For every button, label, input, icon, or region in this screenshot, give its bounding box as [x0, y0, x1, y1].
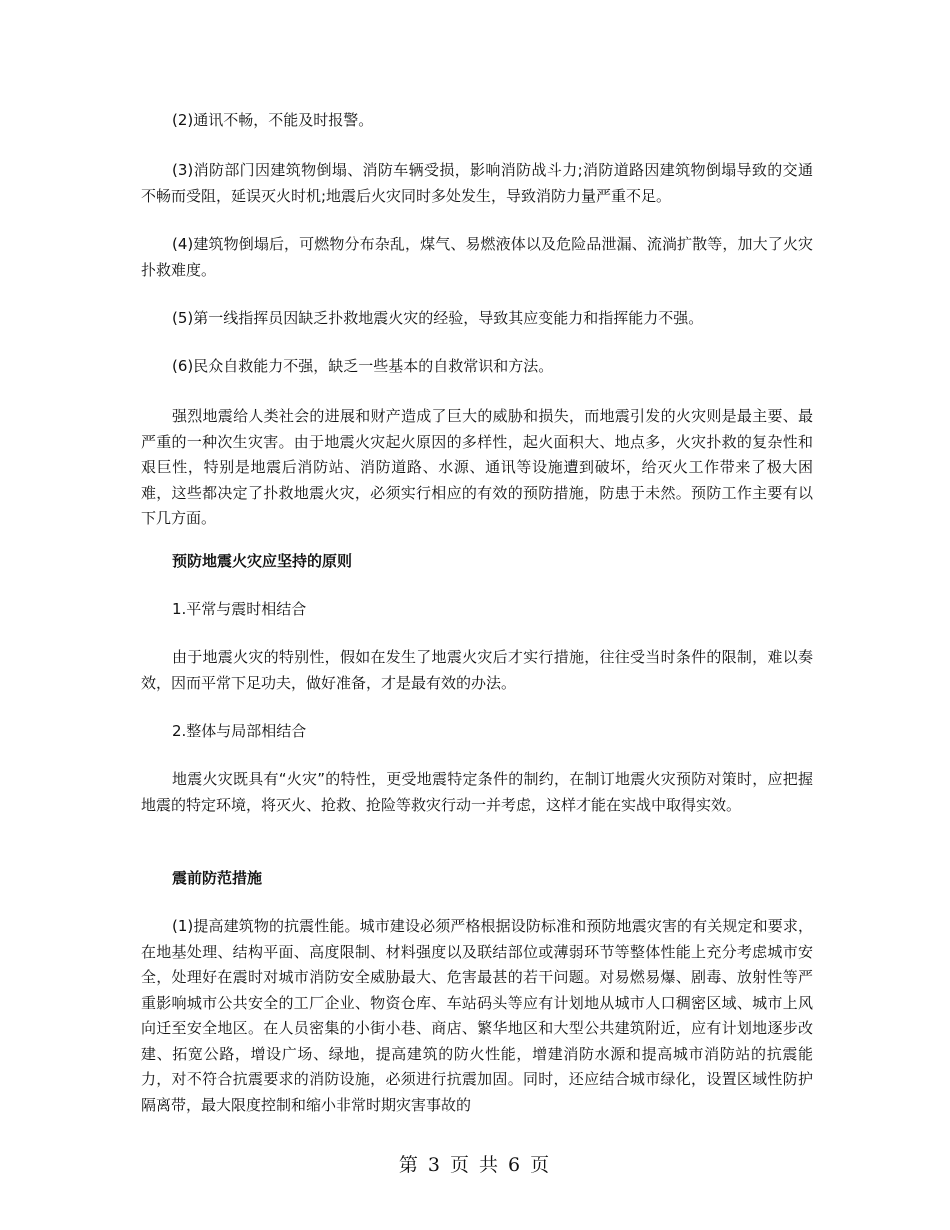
heading-principles: 预防地震火灾应坚持的原则 — [172, 552, 353, 570]
paragraph-commander: (5)第一线指挥员因缺乏扑救地震火灾的经验，导致其应变能力和指挥能力不强。 — [172, 309, 704, 327]
paragraph-fire-department: (3)消防部门因建筑物倒塌、消防车辆受损，影响消防战斗力;消防道路因建筑物倒塌导致的交通不畅而受阻，延误灭火时机;地震后火灾同时多处发生，导致消防力量严重不足。 — [141, 161, 813, 205]
subheading-principle-2: 2.整体与局部相结合 — [172, 722, 307, 740]
subheading-principle-1: 1.平常与震时相结合 — [172, 600, 307, 618]
heading-pre-earthquake: 震前防范措施 — [172, 869, 263, 887]
page-footer: 第 3 页 共 6 页 — [398, 1154, 552, 1176]
paragraph-principle-1: 由于地震火灾的特别性，假如在发生了地震火灾后才实行措施，往往受当时条件的限制，难以奏效，因而平常下足功夫，做好准备，才是最有效的办法。 — [141, 648, 813, 692]
paragraph-intro: 强烈地震给人类社会的进展和财产造成了巨大的威胁和损失，而地震引发的火灾则是最主要、最严重的一种次生灾害。由于地震火灾起火原因的多样性，起火面积大、地点多，火灾扑救的复杂性和艰巨性，特别是地震后消防站、消防道路、水源、通讯等设施遭到破坏，给灭火工作带来了极大困难，这些都决定了扑救地震火灾，必须实行相应的有效的预防措施，防患于未然。预防工作主要有以下几方面。 — [141, 407, 813, 527]
paragraph-building-collapse: (4)建筑物倒塌后，可燃物分布杂乱，煤气、易燃液体以及危险品泄漏、流淌扩散等，加大了火灾扑救难度。 — [141, 235, 813, 279]
paragraph-measure-1: (1)提高建筑物的抗震性能。城市建设必须严格根据设防标准和预防地震灾害的有关规定和要求，在地基处理、结构平面、高度限制、材料强度以及联结部位或薄弱环节等整体性能上充分考虑城市安全，处理好在震时对城市消防安全威胁最大、危害最甚的若干问题。对易燃易爆、剧毒、放射性等严重影响城市公共安全的工厂企业、物资仓库、车站码头等应有计划地从城市人口稠密区域、城市上风向迁至安全地区。在人员密集的小街小巷、商店、繁华地区和大型公共建筑附近，应有计划地逐步改建、拓宽公路，增设广场、绿地，提高建筑的防火性能，增建消防水源和提高城市消防站的抗震能力，对不符合抗震要求的消防设施，必须进行抗震加固。同时，还应结合城市绿化，设置区域性防护隔离带，最大限度控制和缩小非常时期灾害事故的 — [141, 917, 813, 1114]
paragraph-principle-2: 地震火灾既具有“火灾”的特性，更受地震特定条件的制约，在制订地震火灾预防对策时，应把握地震的特定环境，将灭火、抢救、抢险等救灾行动一并考虑，这样才能在实战中取得实效。 — [141, 770, 813, 814]
paragraph-self-rescue: (6)民众自救能力不强，缺乏一些基本的自救常识和方法。 — [172, 357, 554, 375]
paragraph-communication: (2)通讯不畅，不能及时报警。 — [172, 111, 374, 129]
